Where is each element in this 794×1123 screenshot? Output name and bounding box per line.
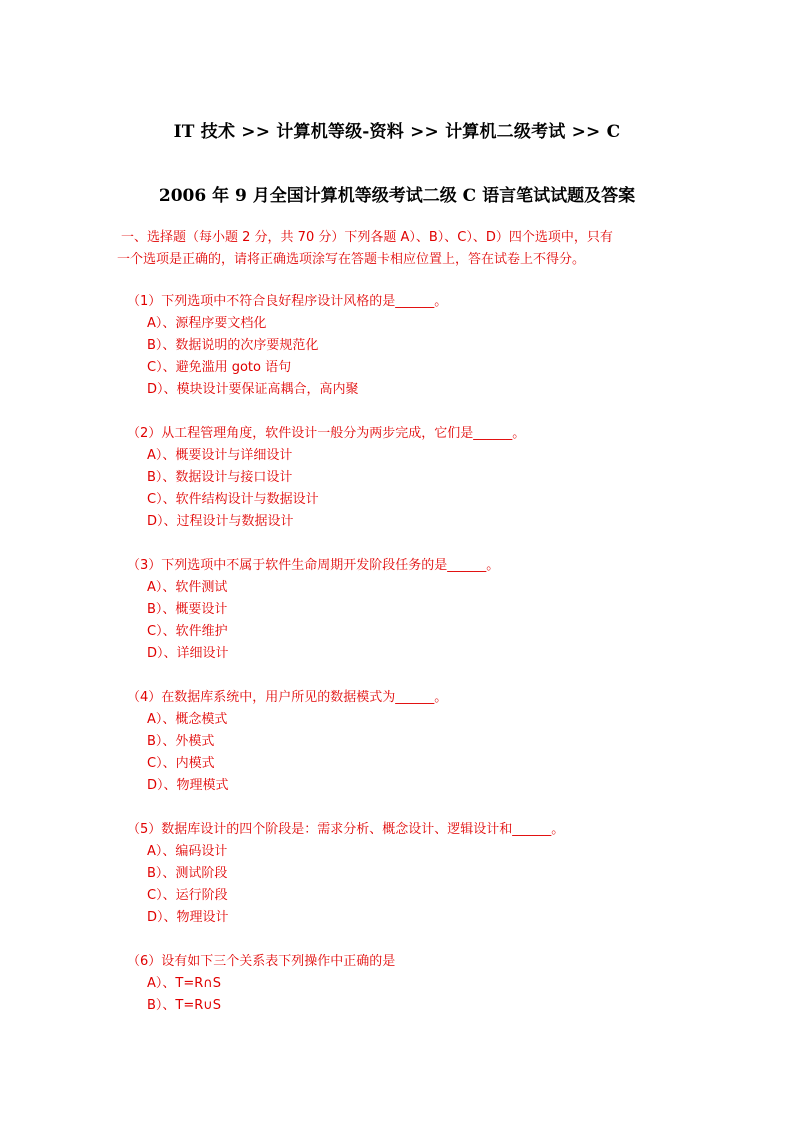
option-d: D）、详细设计 [147, 646, 229, 661]
page-title: 2006 年 9 月全国计算机等级考试二级 C 语言笔试试题及答案 [158, 186, 636, 206]
question-2 [127, 423, 747, 533]
question-1 [127, 291, 747, 401]
option-d: D）、物理模式 [147, 778, 229, 793]
intro-line-2: 一个选项是正确的，请将正确选项涂写在答题卡相应位置上，答在试卷上不得分。 [117, 252, 586, 267]
question-6 [127, 951, 747, 1017]
option-d: D）、模块设计要保证高耦合，高内聚 [147, 382, 359, 397]
option-d: D）、物理设计 [147, 910, 229, 925]
question-5 [127, 819, 747, 929]
question-4 [127, 687, 747, 797]
option-a: A）、编码设计 [147, 844, 228, 859]
option-c: C）、软件结构设计与数据设计 [147, 492, 319, 507]
option-a: A）、软件测试 [147, 580, 228, 595]
option-a: A）、源程序要文档化 [147, 316, 267, 331]
option-d: D）、过程设计与数据设计 [147, 514, 294, 529]
option-c: C）、软件维护 [147, 624, 228, 639]
question-text: （1）下列选项中不符合良好程序设计风格的是______。 [127, 294, 448, 309]
option-b: B）、T=R∪S [147, 998, 222, 1013]
option-c: C）、避免滥用 goto 语句 [147, 360, 292, 375]
question-3 [127, 555, 747, 665]
option-a: A）、概要设计与详细设计 [147, 448, 293, 463]
question-list [127, 291, 747, 1039]
option-c: C）、运行阶段 [147, 888, 228, 903]
option-b: B）、外模式 [147, 734, 215, 749]
question-text: （5）数据库设计的四个阶段是：需求分析、概念设计、逻辑设计和______。 [127, 822, 565, 837]
option-b: B）、概要设计 [147, 602, 228, 617]
option-c: C）、内模式 [147, 756, 215, 771]
breadcrumb: IT 技术 >> 计算机等级-资料 >> 计算机二级考试 >> C [173, 122, 621, 142]
question-text: （6）设有如下三个关系表下列操作中正确的是 [127, 954, 396, 969]
intro-line-1: 一、选择题（每小题 2 分，共 70 分）下列各题 A）、B）、C）、D）四个选项中，只有 [121, 230, 613, 245]
option-b: B）、数据说明的次序要规范化 [147, 338, 319, 353]
option-a: A）、T=R∩S [147, 976, 222, 991]
question-text: （3）下列选项中不属于软件生命周期开发阶段任务的是______。 [127, 558, 500, 573]
option-b: B）、数据设计与接口设计 [147, 470, 293, 485]
question-text: （2）从工程管理角度，软件设计一般分为两步完成，它们是______。 [127, 426, 526, 441]
option-b: B）、测试阶段 [147, 866, 228, 881]
section-intro [117, 227, 697, 271]
question-text: （4）在数据库系统中，用户所见的数据模式为______。 [127, 690, 448, 705]
option-a: A）、概念模式 [147, 712, 228, 727]
